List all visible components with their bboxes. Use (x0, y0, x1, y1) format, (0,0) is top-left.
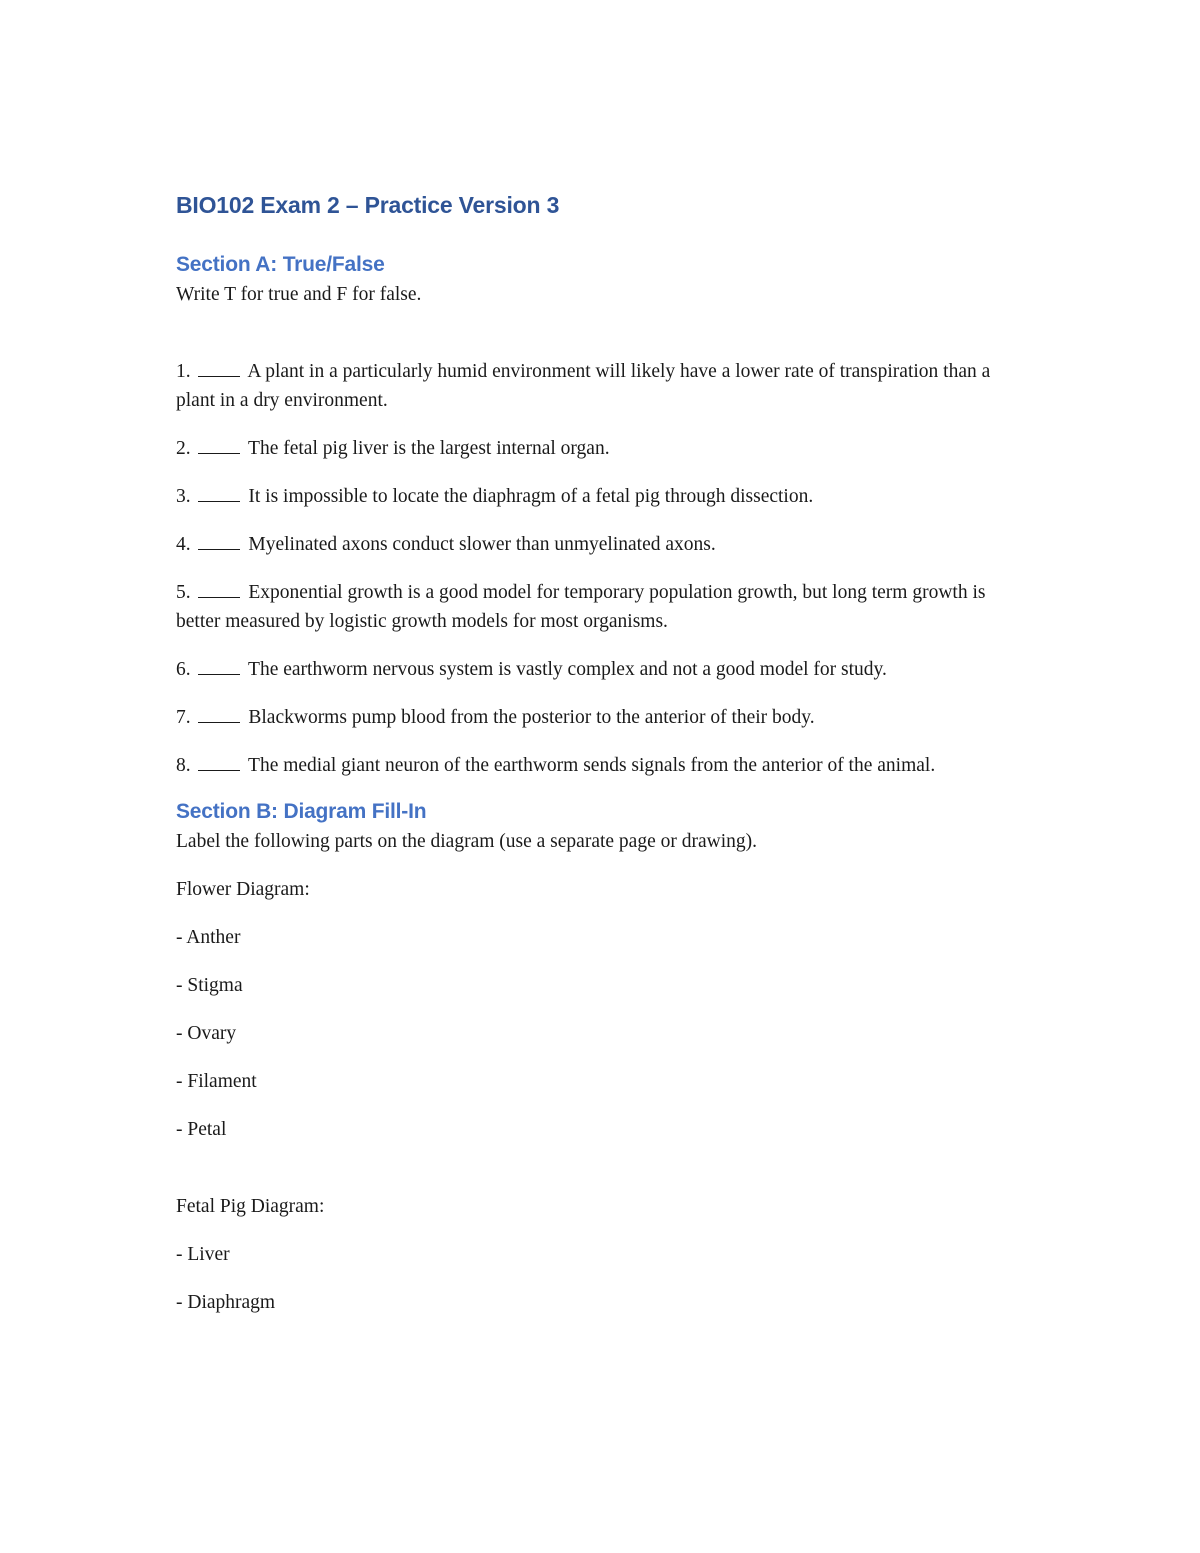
answer-blank[interactable] (198, 579, 240, 598)
question-number: 3. (176, 486, 191, 507)
section-a-instructions: Write T for true and F for false. (176, 284, 422, 305)
question-5 (176, 578, 1026, 636)
question-number: 5. (176, 582, 191, 603)
part-ovary: - Ovary (176, 1023, 237, 1044)
question-number: 2. (176, 438, 191, 459)
fetal-pig-diagram-label: Fetal Pig Diagram: (176, 1196, 325, 1217)
question-text: It is impossible to locate the diaphragm of a fetal pig through dissection. (248, 486, 814, 507)
part-diaphragm: - Diaphragm (176, 1292, 276, 1313)
flower-diagram-label: Flower Diagram: (176, 879, 310, 900)
question-number: 4. (176, 534, 191, 555)
answer-blank[interactable] (198, 704, 240, 723)
question-text: Blackworms pump blood from the posterior to the anterior of their body. (248, 707, 815, 728)
answer-blank[interactable] (198, 483, 240, 502)
document-page (176, 188, 1026, 1336)
answer-blank[interactable] (198, 358, 240, 377)
true-false-question-list (176, 357, 1026, 780)
section-b-instructions: Label the following parts on the diagram (use a separate page or drawing). (176, 831, 757, 852)
answer-blank[interactable] (198, 531, 240, 550)
section-b-heading: Section B: Diagram Fill-In (176, 800, 427, 823)
question-7 (176, 703, 1026, 732)
spacer (176, 1163, 1026, 1192)
question-1 (176, 357, 1026, 415)
question-text: The earthworm nervous system is vastly complex and not a good model for study. (248, 659, 887, 680)
question-6 (176, 655, 1026, 684)
question-2 (176, 434, 1026, 463)
question-number: 7. (176, 707, 191, 728)
question-text: Myelinated axons conduct slower than unmyelinated axons. (248, 534, 716, 555)
part-petal: - Petal (176, 1119, 227, 1140)
question-text: The medial giant neuron of the earthworm sends signals from the anterior of the animal. (248, 755, 936, 776)
question-number: 8. (176, 755, 191, 776)
part-anther: - Anther (176, 927, 241, 948)
answer-blank[interactable] (198, 435, 240, 454)
question-text: A plant in a particularly humid environment will likely have a lower rate of transpiration than a plant in a dry environment. (176, 361, 991, 411)
document-title: BIO102 Exam 2 – Practice Version 3 (176, 192, 560, 218)
question-text: The fetal pig liver is the largest internal organ. (248, 438, 610, 459)
question-number: 6. (176, 659, 191, 680)
question-4 (176, 530, 1026, 559)
part-liver: - Liver (176, 1244, 230, 1265)
question-number: 1. (176, 361, 191, 382)
question-text: Exponential growth is a good model for temporary population growth, but long term growth is better measured by logistic growth models for most organisms. (176, 582, 986, 632)
answer-blank[interactable] (198, 656, 240, 675)
fetal-pig-diagram-group (176, 1192, 1026, 1317)
question-8 (176, 751, 1026, 780)
part-stigma: - Stigma (176, 975, 243, 996)
part-filament: - Filament (176, 1071, 257, 1092)
section-a-heading: Section A: True/False (176, 253, 385, 276)
question-3 (176, 482, 1026, 511)
answer-blank[interactable] (198, 752, 240, 771)
flower-diagram-group (176, 875, 1026, 1144)
